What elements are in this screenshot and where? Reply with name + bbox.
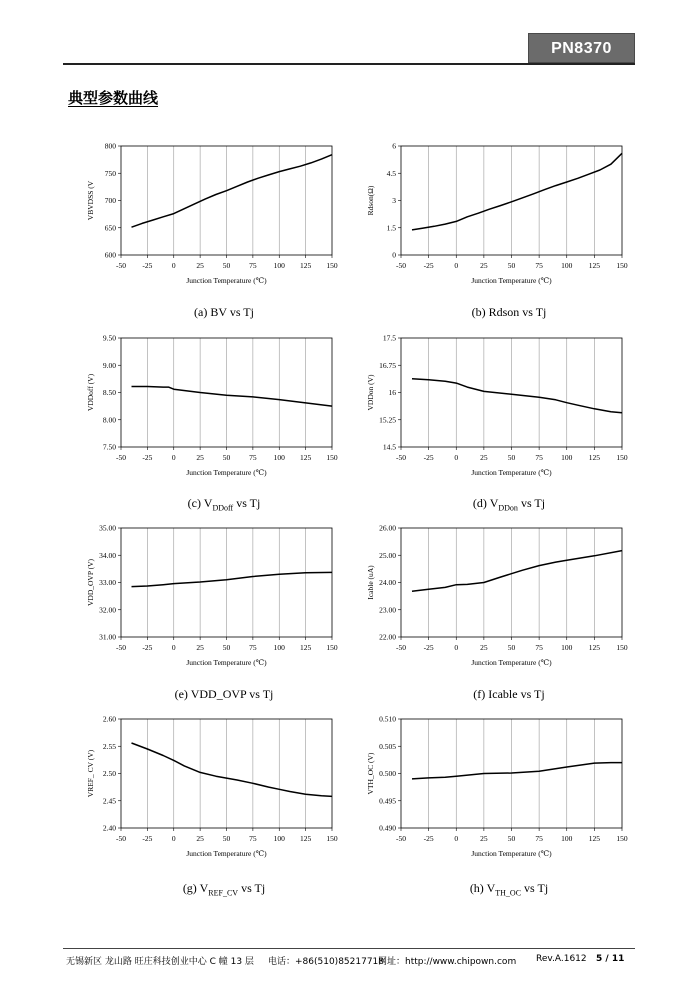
y-tick-label: 600 — [104, 250, 116, 260]
chart-g — [84, 713, 344, 868]
x-tick-label: 75 — [535, 453, 543, 462]
x-tick-label: 100 — [273, 261, 285, 270]
x-tick-label: 150 — [616, 453, 628, 462]
y-axis-label: Icable (uA) — [366, 565, 375, 600]
x-tick-label: 125 — [300, 643, 312, 652]
x-tick-label: 100 — [561, 453, 573, 462]
x-tick-label: -50 — [396, 643, 406, 652]
x-tick-label: 100 — [561, 834, 573, 843]
x-axis-label: Junction Temperature (℃) — [471, 276, 552, 285]
chart-a — [84, 140, 344, 295]
y-tick-label: 8.00 — [102, 415, 116, 425]
y-tick-label: 9.50 — [102, 333, 116, 343]
y-tick-label: 800 — [104, 141, 116, 151]
y-tick-label: 4.5 — [386, 168, 396, 178]
y-tick-label: 2.60 — [102, 714, 116, 724]
x-tick-label: 75 — [249, 834, 257, 843]
chart-b — [364, 140, 634, 295]
x-tick-label: 125 — [300, 834, 312, 843]
x-tick-label: 150 — [326, 834, 338, 843]
footer-phone: 电话：+86(510)85217718 — [268, 957, 385, 967]
series-line — [412, 153, 622, 230]
y-tick-label: 0.510 — [379, 714, 396, 724]
x-tick-label: 50 — [507, 453, 516, 462]
x-tick-label: 25 — [196, 261, 204, 270]
chart-h — [364, 713, 634, 868]
x-tick-label: 125 — [588, 643, 600, 652]
x-tick-label: 125 — [300, 453, 312, 462]
part-number-badge: PN8370 — [528, 33, 635, 63]
y-tick-label: 24.00 — [379, 578, 396, 587]
x-tick-label: 125 — [588, 261, 600, 270]
y-tick-label: 23.00 — [379, 605, 396, 615]
x-tick-label: -50 — [396, 453, 406, 462]
x-tick-label: 75 — [249, 261, 257, 270]
x-tick-label: 150 — [616, 643, 628, 652]
y-tick-label: 31.00 — [99, 632, 116, 642]
chart-f — [364, 522, 634, 677]
caption-b: (b) Rdson vs Tj — [471, 305, 547, 319]
x-tick-label: 25 — [480, 834, 488, 843]
x-tick-label: -25 — [423, 834, 434, 843]
caption-h: (h) $V_{TH\_OC}$ vs Tj — [469, 881, 549, 898]
x-tick-label: -25 — [142, 834, 153, 843]
footer-page: 5 / 11 — [596, 954, 625, 964]
y-axis-label: Rdson(Ω) — [366, 185, 375, 216]
y-tick-label: 2.55 — [102, 741, 116, 751]
x-tick-label: 25 — [196, 453, 204, 462]
x-tick-label: 25 — [480, 261, 488, 270]
series-line — [132, 155, 333, 228]
y-tick-label: 1.5 — [386, 223, 396, 233]
header-rule — [63, 63, 635, 65]
y-tick-label: 25.00 — [379, 550, 396, 560]
y-tick-label: 16.75 — [379, 360, 396, 370]
x-tick-label: -25 — [423, 261, 434, 270]
y-axis-label: VDD_OVP (V) — [86, 558, 95, 607]
y-tick-label: 750 — [104, 168, 116, 178]
y-tick-label: 34.00 — [99, 550, 116, 560]
x-axis-label: Junction Temperature (℃) — [471, 658, 552, 667]
y-tick-label: 0.495 — [379, 796, 396, 806]
x-tick-label: 50 — [222, 261, 231, 270]
y-tick-label: 26.00 — [379, 523, 396, 533]
series-line — [132, 572, 333, 586]
y-tick-label: 32.00 — [99, 605, 116, 615]
caption-g: (g) $V_{REF\_CV}$ vs Tj — [182, 881, 266, 898]
caption-c: (c) $V_{DDoff}$ vs Tj — [187, 496, 261, 513]
caption-e: (e) VDD_OVP vs Tj — [174, 687, 274, 701]
x-tick-label: -50 — [396, 834, 406, 843]
x-tick-label: 150 — [616, 261, 628, 270]
y-tick-label: 16 — [388, 388, 396, 397]
x-tick-label: 0 — [171, 453, 176, 462]
x-tick-label: 0 — [454, 453, 459, 462]
x-tick-label: -25 — [423, 643, 434, 652]
x-tick-label: -25 — [423, 453, 434, 462]
x-tick-label: 75 — [535, 834, 543, 843]
y-tick-label: 0.490 — [379, 823, 396, 833]
y-tick-label: 2.50 — [102, 769, 116, 778]
x-tick-label: 25 — [196, 834, 204, 843]
series-line — [412, 551, 622, 592]
x-tick-label: 0 — [454, 834, 459, 843]
x-tick-label: 75 — [535, 261, 543, 270]
y-tick-label: 22.00 — [379, 632, 396, 642]
x-tick-label: 150 — [326, 643, 338, 652]
footer-website: 网址：http://www.chipown.com — [378, 957, 517, 967]
y-tick-label: 2.45 — [102, 796, 116, 806]
x-tick-label: 50 — [222, 643, 231, 652]
chart-d — [364, 332, 634, 487]
y-axis-label: VDDoff (V) — [86, 373, 95, 412]
x-axis-label: Junction Temperature (℃) — [186, 658, 267, 667]
chart-c — [84, 332, 344, 487]
x-tick-label: 100 — [561, 643, 573, 652]
x-axis-label: Junction Temperature (℃) — [471, 468, 552, 477]
y-tick-label: 14.5 — [382, 442, 396, 452]
x-tick-label: 50 — [507, 261, 516, 270]
section-title: 典型参数曲线 — [68, 89, 159, 107]
x-tick-label: 25 — [480, 453, 488, 462]
chart-e — [84, 522, 344, 677]
x-tick-label: 75 — [249, 453, 257, 462]
y-axis-label: VBVDSS (V — [86, 180, 95, 221]
series-line — [412, 763, 622, 779]
x-tick-label: 100 — [273, 834, 285, 843]
y-tick-label: 700 — [104, 196, 116, 205]
x-tick-label: 50 — [507, 834, 516, 843]
x-tick-label: 0 — [171, 643, 176, 652]
x-tick-label: 150 — [326, 453, 338, 462]
x-tick-label: 50 — [222, 453, 231, 462]
y-tick-label: 6 — [392, 141, 396, 151]
series-line — [132, 387, 333, 407]
x-tick-label: -50 — [116, 834, 126, 843]
x-tick-label: 0 — [454, 261, 459, 270]
y-axis-label: VDDon (V) — [366, 374, 375, 411]
x-tick-label: -25 — [142, 453, 153, 462]
x-tick-label: 0 — [171, 834, 176, 843]
y-tick-label: 17.5 — [382, 333, 396, 343]
x-tick-label: 0 — [171, 261, 176, 270]
x-tick-label: 25 — [196, 643, 204, 652]
y-tick-label: 35.00 — [99, 523, 116, 533]
y-tick-label: 650 — [104, 223, 116, 233]
caption-a: (a) BV vs Tj — [194, 305, 254, 319]
series-line — [132, 743, 333, 796]
x-tick-label: 75 — [535, 643, 543, 652]
y-tick-label: 0 — [392, 250, 396, 260]
x-tick-label: -50 — [116, 453, 126, 462]
y-tick-label: 2.40 — [102, 823, 116, 833]
caption-d: (d) $V_{DDon}$ vs Tj — [472, 496, 546, 513]
x-axis-label: Junction Temperature (℃) — [186, 849, 267, 858]
caption-f: (f) Icable vs Tj — [473, 687, 545, 701]
x-tick-label: 25 — [480, 643, 488, 652]
x-axis-label: Junction Temperature (℃) — [471, 849, 552, 858]
footer-address: 无锡新区 龙山路 旺庄科技创业中心 C 幢 13 层 — [66, 957, 254, 967]
y-tick-label: 0.500 — [379, 769, 396, 778]
x-tick-label: 100 — [273, 453, 285, 462]
y-tick-label: 0.505 — [379, 741, 396, 751]
x-axis-label: Junction Temperature (℃) — [186, 276, 267, 285]
x-tick-label: 125 — [588, 453, 600, 462]
x-tick-label: -25 — [142, 643, 153, 652]
y-tick-label: 7.50 — [102, 442, 116, 452]
x-tick-label: 150 — [616, 834, 628, 843]
x-tick-label: 100 — [561, 261, 573, 270]
x-tick-label: -50 — [116, 261, 126, 270]
x-tick-label: 125 — [588, 834, 600, 843]
footer-revision: Rev.A.1612 — [536, 954, 587, 964]
x-tick-label: -25 — [142, 261, 153, 270]
y-tick-label: 3 — [392, 196, 396, 205]
y-axis-label: VTH_OC (V) — [366, 752, 375, 795]
y-tick-label: 33.00 — [99, 578, 116, 587]
y-tick-label: 15.25 — [379, 415, 396, 425]
x-tick-label: 50 — [222, 834, 231, 843]
x-tick-label: 125 — [300, 261, 312, 270]
footer-rule — [63, 948, 635, 949]
series-line — [412, 379, 622, 413]
y-tick-label: 8.50 — [102, 388, 116, 397]
x-tick-label: 150 — [326, 261, 338, 270]
x-tick-label: -50 — [396, 261, 406, 270]
x-tick-label: 100 — [273, 643, 285, 652]
x-tick-label: 50 — [507, 643, 516, 652]
y-axis-label: VREF_ CV (V) — [86, 749, 95, 798]
x-tick-label: 75 — [249, 643, 257, 652]
x-axis-label: Junction Temperature (℃) — [186, 468, 267, 477]
y-tick-label: 9.00 — [102, 360, 116, 370]
x-tick-label: -50 — [116, 643, 126, 652]
x-tick-label: 0 — [454, 643, 459, 652]
